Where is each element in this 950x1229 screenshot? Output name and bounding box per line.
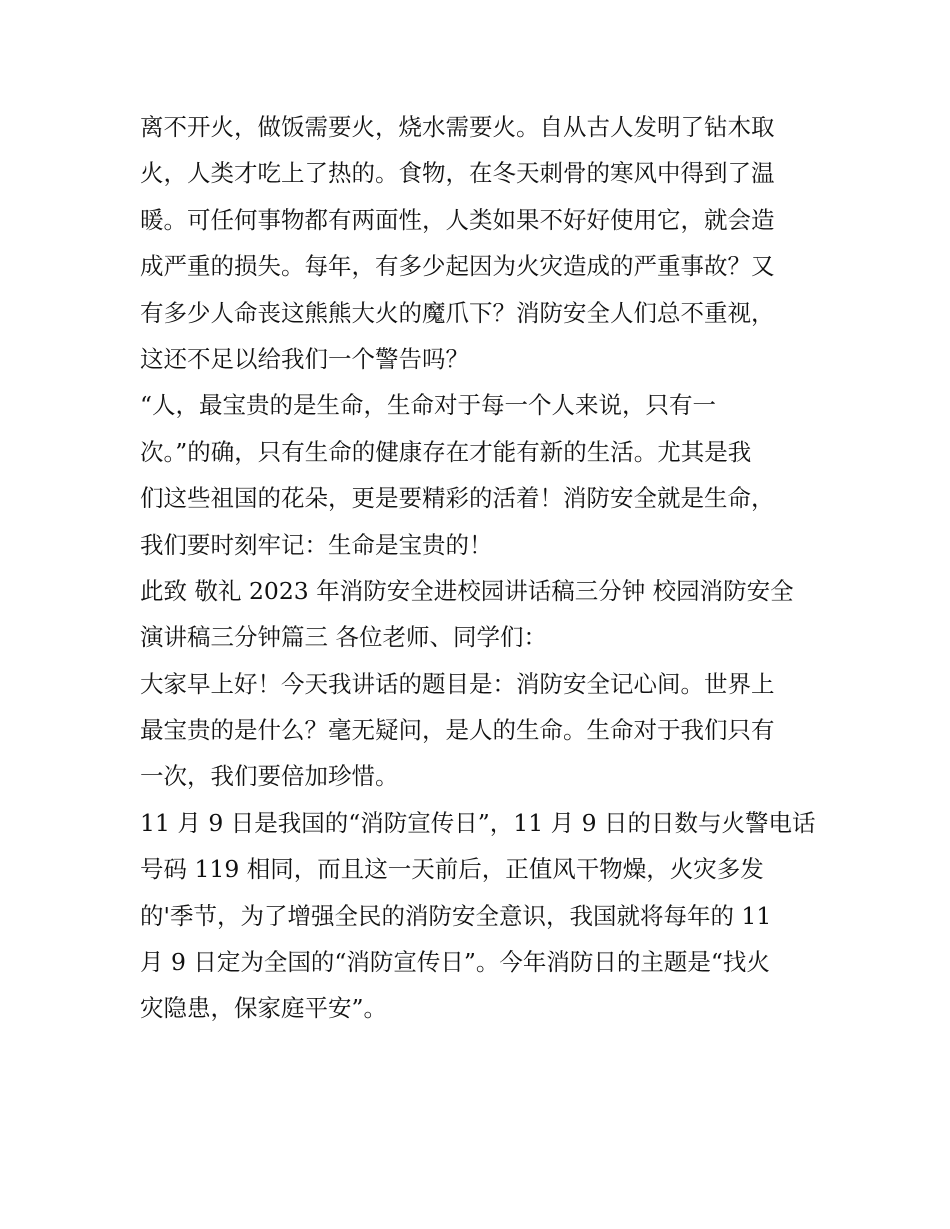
text-line: 此致 敬礼 2023 年消防安全进校园讲话稿三分钟 校园消防安全 [140, 576, 794, 605]
text-line: 11 月 9 日是我国的“消防宣传日”，11 月 9 日的日数与火警电话 [140, 808, 816, 837]
text-line: 的'季节，为了增强全民的消防安全意识，我国就将每年的 11 [140, 901, 772, 930]
text-line: 一次，我们要倍加珍惜。 [140, 762, 399, 791]
text-line: 火，人类才吃上了热的。食物，在冬天刺骨的寒风中得到了温 [140, 159, 775, 188]
body-text [140, 104, 830, 1032]
text-line: 暖。可任何事物都有两面性，人类如果不好好使用它，就会造 [140, 205, 775, 234]
text-line: 这还不足以给我们一个警告吗？ [140, 344, 469, 373]
text-line: 有多少人命丧这熊熊大火的魔爪下？消防安全人们总不重视， [140, 298, 775, 327]
text-line: 演讲稿三分钟篇三 各位老师、同学们： [140, 623, 547, 652]
text-line: 成严重的损失。每年，有多少起因为火灾造成的严重事故？又 [140, 252, 775, 281]
text-line: 灾隐患，保家庭平安”。 [140, 994, 388, 1023]
text-line: 最宝贵的是什么？毫无疑问，是人的生命。生命对于我们只有 [140, 716, 775, 745]
text-line: 号码 119 相同，而且这一天前后，正值风干物燥，火灾多发 [140, 855, 764, 884]
text-line: 次。”的确，只有生命的健康存在才能有新的生活。尤其是我 [140, 437, 752, 466]
text-line: 离不开火，做饭需要火，烧水需要火。自从古人发明了钻木取 [140, 113, 775, 141]
text-line: “人，最宝贵的是生命，生命对于每一个人来说，只有一 [140, 391, 717, 420]
text-line: 大家早上好！今天我讲话的题目是：消防安全记心间。世界上 [140, 669, 775, 698]
text-line: 我们要时刻牢记：生命是宝贵的！ [140, 530, 493, 559]
text-line: 月 9 日定为全国的“消防宣传日”。今年消防日的主题是“找火 [140, 948, 770, 977]
text-line: 们这些祖国的花朵，更是要精彩的活着！消防安全就是生命， [140, 484, 775, 513]
